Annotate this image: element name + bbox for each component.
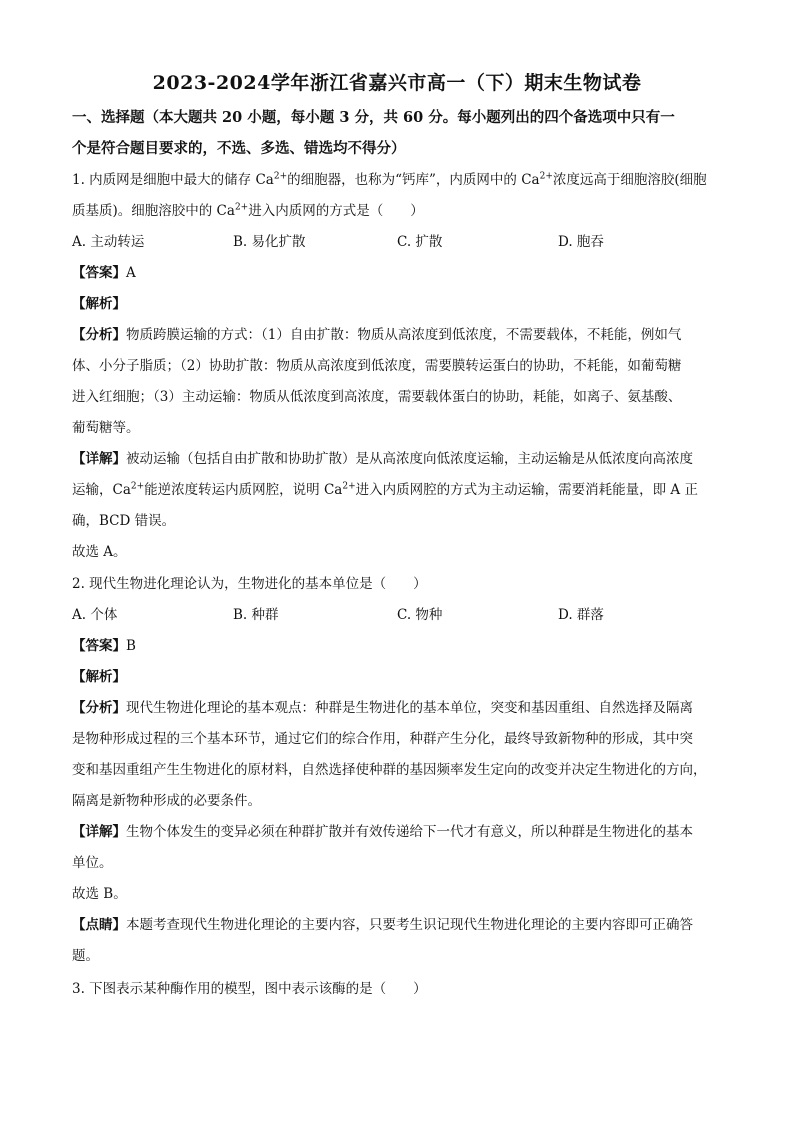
q1-detail-line1: 【详解】被动运输（包括自由扩散和协助扩散）是从高浓度向低浓度运输，主动运输是从低浓度向高浓度	[72, 451, 693, 467]
section-heading-line1: 一、选择题（本大题共 20 小题，每小题 3 分，共 60 分。每小题列出的四个备选项中只有一	[72, 109, 675, 126]
section-heading-line2: 个是符合题目要求的，不选、多选、错选均不得分）	[72, 140, 406, 157]
q1-analysis-line1: 【分析】物质跨膜运输的方式：（1）自由扩散：物质从高浓度到低浓度，不需要载体，不耗能，例如气	[72, 327, 682, 343]
q2-options	[72, 600, 732, 631]
q3-stem: 3. 下图表示某种酶作用的模型，图中表示该酶的是（ ）	[72, 981, 427, 997]
page-title: 2023-2024学年浙江省嘉兴市高一（下）期末生物试卷	[152, 72, 642, 94]
q2-analysis-line3: 变和基因重组产生生物进化的原材料，自然选择使种群的基因频率发生定向的改变并决定生物进化的方向，	[72, 762, 707, 778]
q1-option-c[interactable]: C. 扩散	[397, 234, 443, 250]
q1-option-d[interactable]: D. 胞吞	[558, 234, 604, 250]
q2-analysis-line4: 隔离是新物种形成的必要条件。	[72, 793, 261, 809]
q2-answer: 【答案】B	[72, 638, 136, 654]
q2-option-c[interactable]: C. 物种	[397, 607, 443, 623]
q1-stem-line2: 质基质)。细胞溶胶中的 $Ca^{2+}$进入内质网的方式是（ ）	[72, 202, 424, 219]
q2-conclusion: 故选 B。	[72, 886, 127, 902]
q1-option-a[interactable]: A. 主动转运	[72, 234, 145, 250]
q2-jiexi-label: 【解析】	[72, 669, 126, 685]
question-1	[72, 165, 732, 227]
q2-analysis-line1: 【分析】现代生物进化理论的基本观点：种群是生物进化的基本单位，突变和基因重组、自然选择及隔离	[72, 700, 693, 716]
q2-comment-line1: 【点睛】本题考查现代生物进化理论的主要内容，只要考生识记现代生物进化理论的主要内容即可正确答	[72, 917, 693, 933]
section-heading	[72, 102, 732, 164]
q1-analysis-line3: 进入红细胞；（3）主动运输：物质从低浓度到高浓度，需要载体蛋白的协助，耗能，如离子、氨基酸、	[72, 389, 682, 405]
q2-detail-line2: 单位。	[72, 855, 113, 871]
q1-detail-line3: 确，BCD 错误。	[72, 513, 176, 529]
q1-options	[72, 227, 732, 258]
q1-detail-line2: 运输，$Ca^{2+}$能逆浓度转运内质网腔，说明 $Ca^{2+}$进入内质网腔的方式为主动运输，需要消耗能量，即 A 正	[72, 481, 698, 498]
q2-detail-line1: 【详解】生物个体发生的变异必须在种群扩散并有效传递给下一代才有意义，所以种群是生物进化的基本	[72, 824, 693, 840]
question-2	[72, 569, 732, 600]
q2-option-d[interactable]: D. 群落	[558, 607, 604, 623]
q1-option-b[interactable]: B. 易化扩散	[233, 234, 306, 250]
q1-analysis-line4: 葡萄糖等。	[72, 420, 140, 436]
q1-analysis-line2: 体、小分子脂质；（2）协助扩散：物质从高浓度到低浓度，需要膜转运蛋白的协助，不耗能，如葡萄糖	[72, 358, 682, 374]
q2-solution	[72, 631, 732, 972]
q1-solution	[72, 258, 732, 568]
q2-comment-line2: 题。	[72, 948, 99, 964]
question-3	[72, 974, 732, 1005]
q1-answer: 【答案】A	[72, 265, 136, 281]
q2-analysis-line2: 是物种形成过程的三个基本环节，通过它们的综合作用，种群产生分化，最终导致新物种的形成，其中突	[72, 731, 693, 747]
q2-option-a[interactable]: A. 个体	[72, 607, 118, 623]
q1-stem-line1: 1. 内质网是细胞中最大的储存 $Ca^{2+}$的细胞器，也称为“钙库”，内质网中的 $Ca^{2+}$浓度远高于细胞溶胶(细胞	[72, 171, 707, 188]
q1-jiexi-label: 【解析】	[72, 296, 126, 312]
q2-stem: 2. 现代生物进化理论认为，生物进化的基本单位是（ ）	[72, 576, 427, 592]
q2-option-b[interactable]: B. 种群	[233, 607, 279, 623]
q1-conclusion: 故选 A。	[72, 544, 127, 560]
